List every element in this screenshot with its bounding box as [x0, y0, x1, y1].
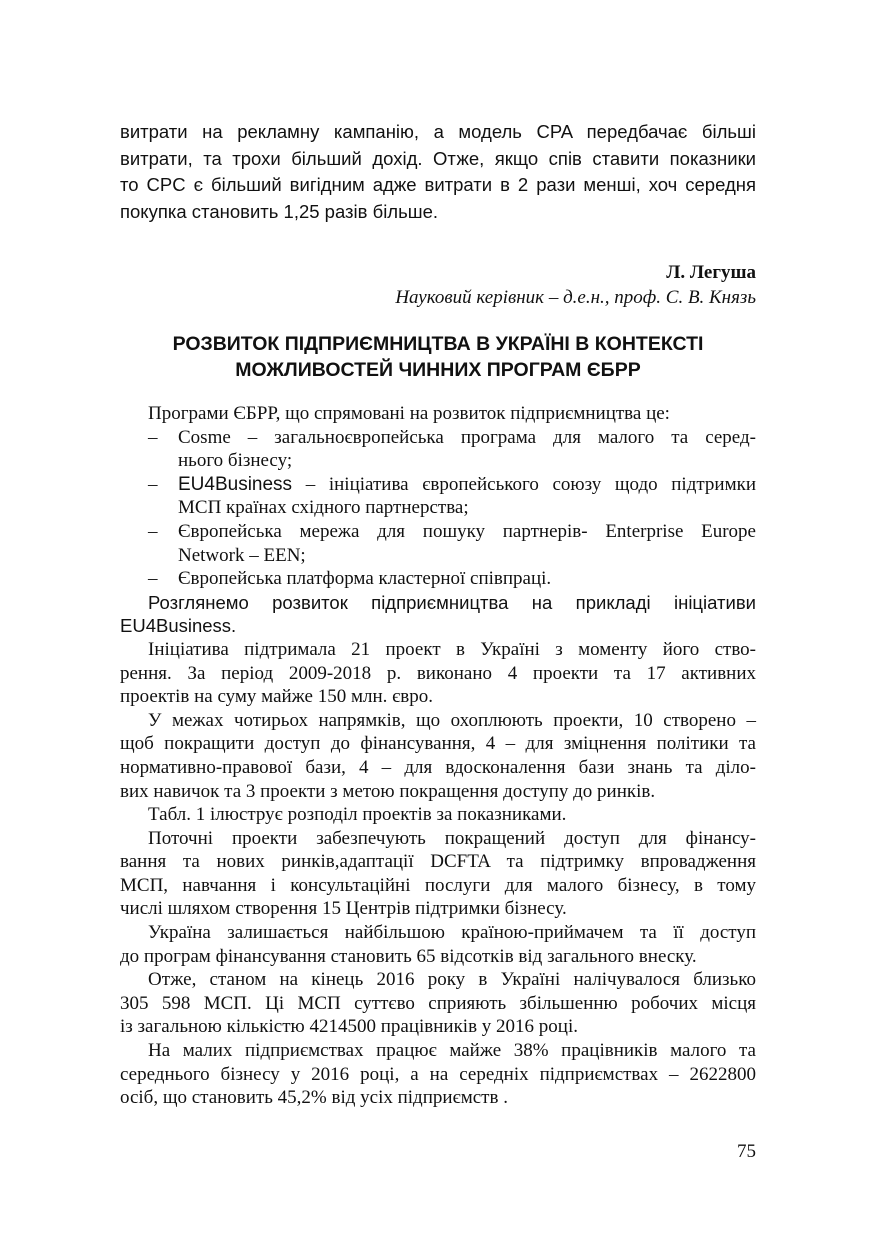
text-line: до програм фінансування становить 65 відсотків від загального внеску. — [120, 945, 697, 967]
article-body — [120, 402, 756, 1110]
text-line: покупка становить 1,25 разів більше. — [120, 200, 439, 222]
text-line: МСП, навчання і консультаційні послуги для малого бізнесу, в тому — [120, 874, 756, 896]
paragraph — [120, 968, 756, 1039]
text-line: Поточні проекти забезпечують покращений доступ для фінансу- — [148, 827, 756, 849]
text-line: щоб покращити доступ до фінансування, 4 – для зміцнення політики та — [120, 733, 756, 755]
text-line: вання та нових ринків,адаптації DCFTA та підтримку впровадження — [120, 851, 756, 873]
text-line: осіб, що становить 45,2% від усіх підприємств . — [120, 1087, 508, 1109]
text-line: 305 598 МСП. Ці МСП суттєво сприяють збільшенню робочих місця — [120, 992, 756, 1014]
text-line: нормативно-правової бази, 4 – для вдосконалення бази знань та діло- — [120, 756, 756, 778]
paragraph — [120, 803, 756, 827]
text-line: числі шляхом створення 15 Центрів підтримки бізнесу. — [120, 898, 567, 920]
title-line: МОЖЛИВОСТЕЙ ЧИННИХ ПРОГРАМ ЄБРР — [235, 359, 641, 381]
text-fragment: – ініціатива європейського союзу щодо підтримки — [292, 473, 756, 495]
text-line: із загальною кількістю 4214500 працівників у 2016 році. — [120, 1016, 579, 1038]
list-dash: – — [148, 426, 158, 448]
paragraph — [120, 1039, 756, 1110]
text-line: Ініціатива підтримала 21 проект в Україні з моменту його ство- — [148, 638, 756, 660]
text-line: МСП країнах східного партнерства; — [178, 497, 469, 519]
text-line: Україна залишається найбільшою країною-приймачем та її доступ — [148, 922, 756, 944]
text-line: EU4Business. — [120, 615, 237, 637]
paragraph — [120, 921, 756, 968]
text-line: Європейська мережа для пошуку партнерів- Enterprise Europe — [178, 520, 756, 542]
text-line — [178, 473, 756, 497]
text-line: Європейська платформа кластерної співпраці. — [178, 568, 552, 590]
text-line: Розглянемо розвиток підприємництва на прикладі ініціативи — [148, 591, 756, 613]
text-line: витрати на рекламну кампанію, а модель CPA передбачає більші — [120, 121, 756, 142]
page-number: 75 — [737, 1141, 756, 1162]
scientific-advisor: Науковий керівник – д.е.н., проф. С. В. Князь — [395, 287, 756, 308]
list-item — [120, 473, 756, 520]
list-dash: – — [148, 568, 158, 590]
text-line: рення. За період 2009-2018 р. виконано 4 проекти та 17 активних — [120, 662, 756, 684]
lead-paragraph: Програми ЄБРР, що спрямовані на розвиток підприємництва це: — [148, 403, 670, 424]
text-line: вих навичок та 3 проекти з метою покращення доступу до ринків. — [120, 780, 656, 802]
text-line: Network – EEN; — [178, 544, 306, 566]
text-line: витрати, та трохи більший дохід. Отже, якщо спів ставити показники — [120, 147, 756, 169]
emphasis-paragraph — [120, 591, 756, 638]
text-line: то CPC є більший вигідним адже витрати в 2 рази менші, хоч середня — [120, 174, 756, 195]
text-line: У межах чотирьох напрямків, що охоплюють проекти, 10 створено – — [148, 709, 756, 731]
paragraph — [120, 638, 756, 709]
eu4business-term: EU4Business — [178, 473, 293, 495]
list-item — [120, 520, 756, 567]
list-dash: – — [148, 473, 158, 495]
text-line: нього бізнесу; — [178, 450, 293, 472]
list-item — [120, 426, 756, 473]
author-name: Л. Легуша — [666, 262, 756, 283]
text-line: проектів на суму майже 150 млн. євро. — [120, 686, 434, 708]
intro-paragraph — [120, 119, 756, 225]
text-line: Табл. 1 ілюструє розподіл проектів за показниками. — [148, 804, 567, 826]
list-dash: – — [148, 520, 158, 542]
list-item — [120, 567, 756, 591]
article-title — [120, 331, 756, 383]
paragraph — [120, 709, 756, 803]
text-line: На малих підприємствах працює майже 38% працівників малого та — [148, 1040, 756, 1062]
paragraph — [120, 827, 756, 921]
text-line: середнього бізнесу у 2016 році, а на середніх підприємствах – 2622800 — [120, 1063, 756, 1085]
text-line: Cosme – загальноєвропейська програма для малого та серед- — [178, 426, 756, 448]
title-line: РОЗВИТОК ПІДПРИЄМНИЦТВА В УКРАЇНІ В КОНТЕКСТІ — [172, 333, 704, 355]
text-line: Отже, станом на кінець 2016 року в Україні налічувалося близько — [148, 969, 756, 991]
